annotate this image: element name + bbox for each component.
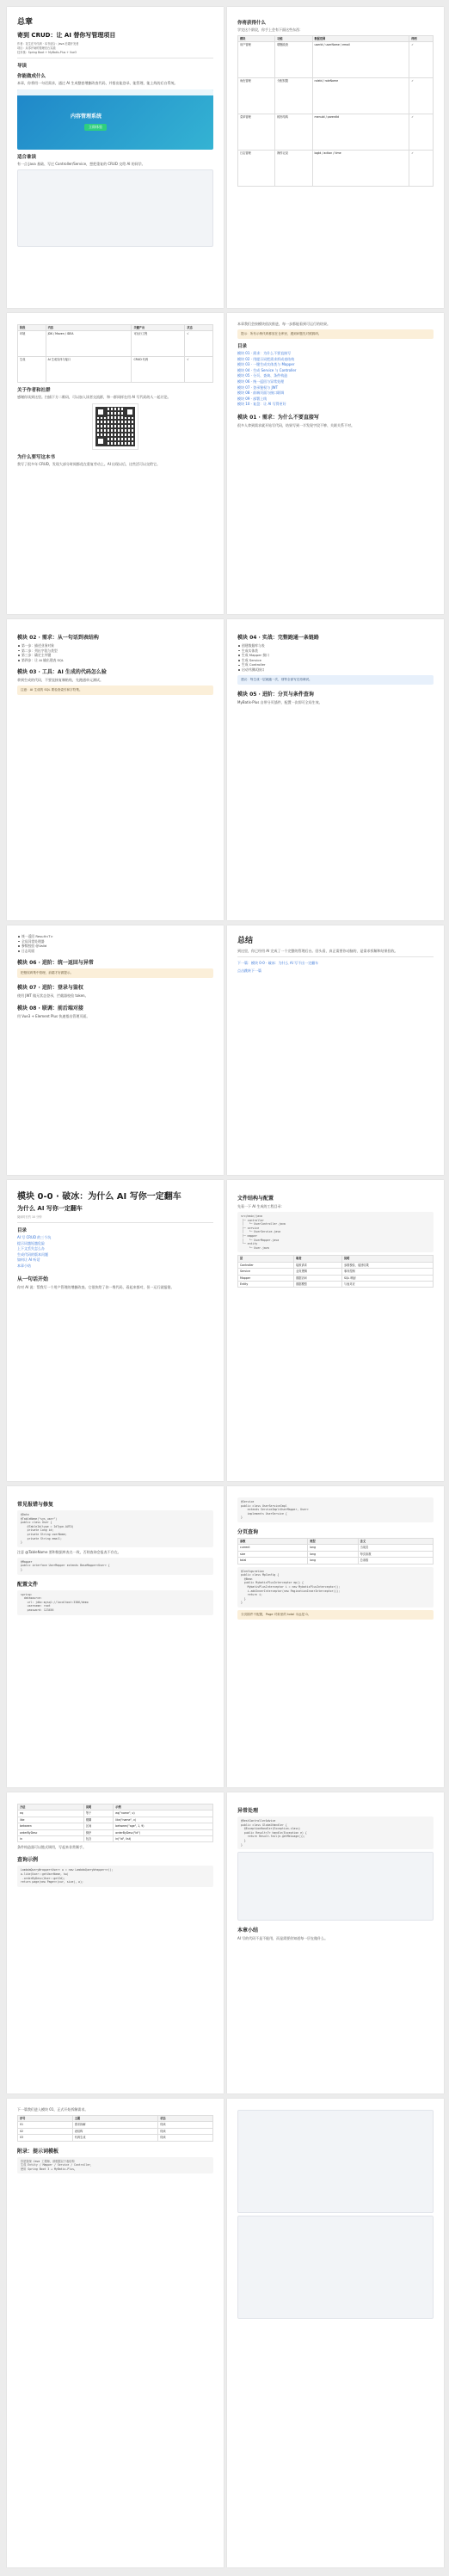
code-block: 你是资深 Java 工程师，请根据以下表结构 生成 Entity / Mapper / Service / Controller， 使用 Spring Boot 3 + MyBatis-Plus。 (17, 2157, 213, 2174)
cell: 用户管理 (238, 42, 275, 78)
section-heading: 常见报错与修复 (17, 1502, 54, 1508)
cell: 增删改查 (275, 42, 312, 78)
cell: 角色管理 (238, 78, 275, 114)
hero-button[interactable]: 立即体验 (84, 124, 107, 131)
table-row (238, 1269, 434, 1275)
cell: JDK / Maven / IDEA (46, 331, 132, 357)
table-header: 职责 (294, 1256, 342, 1262)
section-heading: 模块 03 · 工具：AI 生成的代码怎么验 (17, 669, 107, 676)
toc-item[interactable]: 模块 03 · 一键生成实体类与 Mapper (237, 362, 295, 367)
tip-callout: 提示：所有示例代码都放在仓库里，遇到问题先对照源码。 (237, 329, 434, 339)
paragraph: 使用 JWT 做无状态登录，拦截器校验 token。 (17, 993, 89, 999)
cell: roleId / roleName (312, 78, 409, 114)
table-header: 功能 (275, 36, 312, 42)
section-heading: 配置文件 (17, 1581, 39, 1588)
cell: Service (238, 1269, 294, 1275)
page-7 (7, 925, 224, 1175)
table-header: 内容 (46, 325, 132, 331)
toc-item[interactable]: 模块 07 · 登录鉴权与 JWT (237, 384, 279, 390)
cell: in (18, 1836, 84, 1842)
toc-item[interactable]: 模块 02 · 用提示词把需求拆成表结构 (237, 356, 295, 361)
page-3 (7, 313, 224, 614)
toc-title: 目录 (237, 344, 248, 349)
cell: 代码生成 (72, 2135, 157, 2141)
table-row (18, 1811, 213, 1817)
cell: 包含 (83, 1836, 113, 1842)
page-14 (227, 1792, 444, 2093)
cell: 表结构 (72, 2128, 157, 2134)
page-10 (227, 1180, 444, 1481)
cell: total (238, 1558, 308, 1564)
cell: Mapper (238, 1275, 294, 1281)
code-block: @Service public class UserServiceImpl extends ServiceImpl<UserMapper, User> implements UserService { } (237, 1497, 434, 1522)
table-header: 方法 (18, 1804, 84, 1811)
cell: ✓ (409, 42, 434, 78)
cell: 数据访问 (294, 1275, 342, 1281)
table-row (18, 1829, 213, 1835)
cell: between (18, 1823, 84, 1829)
toc-item[interactable]: 本章小结 (17, 1263, 31, 1268)
cell: 待读 (158, 2128, 213, 2134)
layer-table (237, 1255, 434, 1288)
section-heading: 异常处理 (237, 1808, 259, 1814)
paragraph: 注意 @TableName 要和数据库表名一致，否则查询会报表不存在。 (17, 1549, 121, 1554)
table-header: 状态 (185, 325, 213, 331)
toc-item[interactable]: 模块 08 · 前端页面与接口联调 (237, 390, 285, 396)
paragraph: 学完这个阶段，你手上会有下面这些东西： (237, 28, 303, 32)
jump-link[interactable]: 点击跳转下一篇 (237, 968, 261, 973)
page-6 (227, 619, 444, 920)
cell: 事务控制 (341, 1269, 433, 1275)
paragraph: 先看一下 AI 生成的工程目录： (237, 1204, 285, 1208)
page-8 (227, 925, 444, 1175)
section-heading: 关于作者和社群 (17, 388, 51, 394)
list-item: 第三步：确定主外键 (17, 653, 213, 658)
warning-callout: 分页插件不配置，Page 对象里的 total 永远是 0。 (237, 1610, 434, 1620)
table-row (18, 2122, 213, 2128)
cell: 数据模型 (294, 1281, 342, 1287)
cell: 模糊 (83, 1817, 113, 1823)
table-header: 模块 (238, 36, 275, 42)
table-header: 数据范围 (312, 36, 409, 42)
section-heading: 模块 01 · 需求：为什么不要直接写 (237, 414, 319, 421)
page-2 (227, 7, 444, 308)
divider (237, 956, 434, 957)
cell: long (308, 1545, 358, 1551)
cell: 树形结构 (275, 114, 312, 151)
hero-screenshot (17, 89, 213, 150)
table-row (238, 1551, 434, 1557)
list-item: 创建数据库与表 (237, 643, 434, 649)
section-heading: 从一句话开始 (17, 1276, 49, 1282)
cell: 02 (18, 2128, 73, 2134)
cell: logId / action / time (312, 151, 409, 187)
section-heading: 模块 06 · 进阶：统一返回与异常 (17, 960, 94, 967)
paragraph: 你对 AI 说：帮我写一个用户管理的增删改查。它很快给了你一堆代码，看起来都对，但一运行就报错。 (17, 1284, 175, 1289)
paragraph: MyBatis-Plus 自带分页插件，配置一次即可全局生效。 (237, 699, 323, 704)
article-title: 寄到 CRUD：让 AI 替你写管理项目 (17, 32, 116, 39)
qr-code-icon (93, 404, 138, 449)
cell: long (308, 1551, 358, 1557)
section-heading: 模块 02 · 需求：从一句话到表结构 (17, 635, 99, 641)
reading-time: 阅读时长约 10 分钟 (17, 1215, 42, 1219)
cell: current (238, 1545, 308, 1551)
table-header: 关键产出 (132, 325, 185, 331)
table-header: 样例 (409, 36, 434, 42)
next-steps-table (17, 2115, 213, 2142)
page-5 (7, 619, 224, 920)
cell: like("name", v) (114, 1817, 213, 1823)
table-header: 序号 (18, 2116, 73, 2122)
cell: long (308, 1558, 358, 1564)
page-9 (7, 1180, 224, 1481)
list-item: 第一步：描述业务对象 (17, 643, 213, 649)
table-row (18, 1823, 213, 1829)
cell: AI 生成实体与接口 (46, 357, 132, 383)
feature-table (237, 35, 434, 187)
section-heading: 模块 04 · 实战：完整跑通一条链路 (237, 635, 319, 641)
list-item: 生成实体类 (237, 649, 434, 654)
table-header: 参数 (238, 1538, 308, 1544)
cell: 等于 (83, 1811, 113, 1817)
page-1 (7, 7, 224, 308)
cell: 业务逻辑 (294, 1269, 342, 1275)
cell: 参数校验、返回结果 (341, 1262, 433, 1268)
table-header: 说明 (341, 1256, 433, 1262)
code-block: LambdaQueryWrapper<User> w = new LambdaQueryWrapper<>(); w.like(User::getUserName, kw) .orderByDesc(User::getId); return page(new Page<>(cur, size), w); (17, 1866, 213, 1886)
code-block: @Mapper public interface UserMapper extends BaseMapper<User> { } (17, 1558, 213, 1575)
table-row (18, 331, 213, 357)
page-13 (7, 1792, 224, 2093)
cell: 待读 (158, 2135, 213, 2141)
cell: 当前页 (358, 1545, 433, 1551)
cell: orderByDesc("id") (114, 1829, 213, 1835)
table-header: 层 (238, 1256, 294, 1262)
code-block: @RestControllerAdvice public class GlobalHandler { @ExceptionHandler(Exception.class) public Result<?> handle(Exception e) { return Result.fail(e.getMessage()); } } (237, 1817, 434, 1849)
cell: 待读 (158, 2122, 213, 2128)
cell: ✓ (409, 78, 434, 114)
paragraph: 到这里，你已经用 AI 完成了一个完整的管理后台。回头看，真正需要你动脑的，是需求拆解和结果验收。 (237, 949, 398, 953)
paragraph: 本章，你将用一句话需求，通过 AI 生成整套增删改查代码，并搭出能登录、能管理、能上线的后台系统。 (17, 81, 178, 85)
cell: eq (18, 1811, 84, 1817)
table-row (238, 1281, 434, 1287)
list-item: 生成 Service (237, 658, 434, 663)
screenshot-placeholder (237, 1852, 434, 1921)
table-header: 类型 (308, 1538, 358, 1544)
module-subtitle: 为什么 AI 写你一定翻车 (17, 1205, 83, 1212)
warning-callout: 注意：AI 生成的 SQL 要检查索引和字符集。 (17, 685, 213, 695)
paragraph: 有一点 Java 基础、写过 Controller/Service，想把重复的 CRUD 交给 AI 的同学。 (17, 162, 145, 166)
section-heading: 模块 08 · 联调：前后端对接 (17, 1005, 83, 1012)
table-header: 含义 (358, 1538, 433, 1544)
paragraph: 我写了很多年 CRUD，发现大部分时间都花在重复劳动上。AI 出现以后，这些活可以交给它。 (17, 462, 161, 467)
param-table (237, 1538, 434, 1565)
cell: 分配权限 (275, 78, 312, 114)
cell: 01 (18, 2122, 73, 2128)
table-row (238, 151, 434, 187)
list-item: 日志切面 (17, 949, 213, 954)
section-heading: 本章小结 (237, 1927, 259, 1934)
toc-list (237, 351, 434, 408)
section-heading: 查询示例 (17, 1857, 39, 1864)
page-15 (7, 2099, 224, 2567)
toc-item[interactable]: AI 写 CRUD 的三个坑 (17, 1235, 52, 1239)
cell: orderByDesc (18, 1829, 84, 1835)
table-row (238, 1262, 434, 1268)
cell: 接收请求 (294, 1262, 342, 1268)
cell: 区间 (83, 1823, 113, 1829)
toc-item[interactable]: 提示词越短越危险 (17, 1240, 45, 1245)
toc-item[interactable]: 上下文丢失怎么办 (17, 1246, 45, 1251)
code-block: @Data @TableName("sys_user") public class User { @TableId(type = IdType.AUTO) private Long id; private String userName; private String email; } (17, 1510, 213, 1547)
cell: ✓ (409, 114, 434, 151)
table-header: 说明 (83, 1804, 113, 1811)
paragraph: 条件构造器可以链式调用，写起来非常顺手。 (17, 1845, 86, 1850)
table-row (18, 2128, 213, 2134)
toc-item[interactable]: 模块 04 · 生成 Service 与 Controller (237, 367, 297, 372)
cell: √ (185, 357, 213, 383)
list-item: 启动并测试接口 (237, 667, 434, 673)
table-header: 示例 (114, 1804, 213, 1811)
section-heading: 模块 05 · 进阶：分页与条件查询 (237, 691, 314, 698)
table-row (18, 1817, 213, 1823)
list-item: 第二步：列出字段与类型 (17, 649, 213, 654)
cell: 可运行工程 (132, 331, 185, 357)
paragraph: 很多人拿到需求就开始写代码，结果写到一半发现字段不够、关联关系不对。 (237, 422, 354, 427)
screenshot-placeholder (237, 2110, 434, 2213)
article-meta: 作者：花生在写代码 · 本书适合：Java 后端开发者 项目：从零开始的管理后台实践 技术栈：Spring Boot + MyBatis-Plus + Vue3 (17, 42, 79, 54)
table-row (238, 42, 434, 78)
paragraph: 用 Vue3 + Element Plus 快速搭出管理页面。 (17, 1014, 90, 1019)
toc-title: 目录 (17, 1228, 28, 1233)
section-heading: 适合谁读 (17, 155, 37, 160)
cell: 需求拆解 (72, 2122, 157, 2128)
screenshot-placeholder (17, 169, 213, 247)
table-header: 主题 (72, 2116, 157, 2122)
table-row (238, 78, 434, 114)
section-heading: 你将获得什么 (237, 21, 267, 26)
cell: ✓ (409, 151, 434, 187)
list-item: 统一返回 Result<T> (17, 934, 213, 939)
cell: Entity (238, 1281, 294, 1287)
tip-callout: 建议：每生成一层就跑一次，别等全部写完再调试。 (237, 675, 434, 685)
list-item: 全局异常处理器 (17, 939, 213, 944)
cell: between("age", 1, 9) (114, 1823, 213, 1829)
cell: 03 (18, 2135, 73, 2141)
table-row (18, 1836, 213, 1842)
toc-item[interactable]: 模块 10 · 复盘：让 AI 写得更好 (237, 402, 286, 407)
cell: CRUD 代码 (132, 357, 185, 383)
section-heading: 模块 07 · 进阶：登录与鉴权 (17, 985, 83, 992)
cell: 每页条数 (358, 1551, 433, 1557)
table-row (18, 2135, 213, 2141)
cell: 菜单管理 (238, 114, 275, 151)
divider (17, 1222, 213, 1223)
page-12 (227, 1486, 444, 1787)
paragraph: 感谢你读到这里。扫描下方二维码，可以加入读者交流群，和一群同样在用 AI 写代码的人一起讨论。 (17, 395, 171, 400)
table-header: 阶段 (18, 325, 46, 331)
table-row (238, 1275, 434, 1281)
module-title: 模块 0-0 · 破冰：为什么 AI 写你一定翻车 (17, 1192, 181, 1202)
cell: menuId / parentId (312, 114, 409, 151)
wrapper-method-table (17, 1804, 213, 1842)
next-article-link[interactable]: 下一篇：模块 0-0 · 破冰：为什么 AI 写不出一定翻车 (237, 961, 319, 965)
section-heading: 为什么要写这本书 (17, 455, 56, 461)
cell: 总条数 (358, 1558, 433, 1564)
table-row (238, 114, 434, 151)
cell: 日志管理 (238, 151, 275, 187)
cell: 生成 (18, 357, 46, 383)
toc-item[interactable]: 模块 06 · 统一返回与异常处理 (237, 378, 285, 384)
page-title: 总结 (237, 937, 254, 945)
toc-item[interactable]: 模块 01 · 需求：为什么不要直接写 (237, 351, 292, 355)
section-heading: 导读 (17, 64, 28, 69)
page-title: 总章 (17, 18, 34, 27)
table-row (238, 1558, 434, 1564)
paragraph: 下一篇我们进入模块 01，正式开始拆解需求。 (17, 2107, 89, 2112)
cell: 环境 (18, 331, 46, 357)
cell: like (18, 1817, 84, 1823)
page-4 (227, 313, 444, 614)
section-heading: 附录：提示词模板 (17, 2148, 59, 2155)
cell: eq("name", v) (114, 1811, 213, 1817)
stage-table (17, 324, 213, 383)
screenshot-placeholder (237, 2216, 434, 2319)
list-item: 参数校验 @Valid (17, 944, 213, 949)
cell: userId / userName / email (312, 42, 409, 78)
paragraph: 拿到生成的代码，不要直接复制粘贴，先跑通单元测试。 (17, 678, 103, 683)
browser-bar (17, 89, 213, 95)
toc-item[interactable]: 模块 09 · 部署上线 (237, 396, 268, 401)
cell: 操作记录 (275, 151, 312, 187)
cell: SQL 映射 (341, 1275, 433, 1281)
table-row (18, 357, 213, 383)
cell: 与表对应 (341, 1281, 433, 1287)
toc-item[interactable]: 如何让 AI 听话 (17, 1257, 40, 1263)
cell: size (238, 1551, 308, 1557)
page-11 (7, 1486, 224, 1787)
table-row (238, 1545, 434, 1551)
cell: 倒序 (83, 1829, 113, 1835)
tip-callout: 把错误码集中管理，前端才好做提示。 (17, 968, 213, 978)
toc-item[interactable]: 模块 05 · 分页、查询、条件构造 (237, 373, 288, 378)
code-block: @Configuration public class MpConfig { @Bean public MybatisPlusInterceptor mp() { MybatisPlusInterceptor i = new MybatisPlusInterceptor(); i.addInnerInterceptor(new PaginationInnerInterceptor()); return i; } } (237, 1567, 434, 1608)
page-16 (227, 2099, 444, 2567)
toc-item[interactable]: 生成代码的版本问题 (17, 1251, 48, 1257)
list-item: 生成 Controller (237, 662, 434, 667)
table-header: 状态 (158, 2116, 213, 2122)
section-heading: 分页查询 (237, 1528, 259, 1535)
sub-heading: 你能做成什么 (17, 74, 46, 79)
cell: Controller (238, 1262, 294, 1268)
list-item: 生成 Mapper 接口 (237, 653, 434, 658)
paragraph: 本章我们会按模块依次推进，每一步都能看到可运行的结果。 (237, 322, 330, 326)
cell: √ (185, 331, 213, 357)
code-block: src/main/java ├─ controller │ └─ UserController.java ├─ service │ └─ UserService.java ├─ mapper │ └─ UserMapper.java └─ entity └─ User.java (237, 1212, 434, 1252)
list-item: 第四步：让 AI 输出建表 SQL (17, 658, 213, 663)
paragraph: AI 写的代码不是不能用，而是需要你知道每一层在做什么。 (237, 1936, 329, 1941)
code-block: spring: datasource: url: jdbc:mysql://localhost:3306/demo username: root password: 123456 (17, 1590, 213, 1615)
cell: in("id", list) (114, 1836, 213, 1842)
hero-title: 内容管理系统 (71, 114, 102, 120)
section-heading: 文件结构与配置 (237, 1196, 274, 1202)
